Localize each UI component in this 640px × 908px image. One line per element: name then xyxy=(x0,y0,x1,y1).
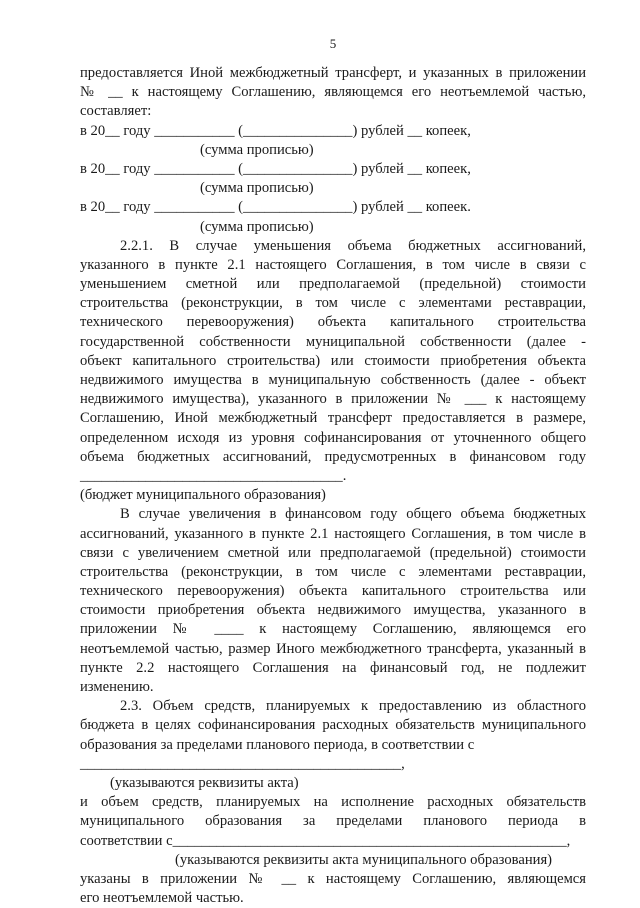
clause-2-3-line: образования за пределами планового периода, в соответствии с xyxy=(80,736,475,753)
increase-clause-line: изменению. xyxy=(80,679,154,695)
act-caption: (указываются реквизиты акта) xyxy=(110,774,299,791)
clause-2-2-1-line: строительства (реконструкции, в том числе с элементами реставрации, xyxy=(80,295,586,312)
year-amount-line: в 20__ году ___________ (_______________) рублей __ копеек. xyxy=(80,199,471,216)
amount-caption: (сумма прописью) xyxy=(200,180,314,197)
clause-2-3-line: муниципального образования за пределами планового периода в xyxy=(80,813,586,830)
clause-2-2-1-line: Соглашению, Иной межбюджетный трансферт предоставляется в размере, xyxy=(80,410,586,427)
amount-caption: (сумма прописью) xyxy=(200,141,314,158)
document-body xyxy=(80,64,586,908)
increase-clause-line: стоимости приобретения объекта недвижимого имущества, указанного в xyxy=(80,602,586,619)
clause-2-2-1-line: объект капитального строительства) или стоимости приобретения объекта xyxy=(80,352,586,369)
clause-2-3-line: 2.3. Объем средств, планируемых к предоставлению из областного xyxy=(120,698,586,715)
increase-clause-line: приложении № ____ к настоящему Соглашению, являющемся его xyxy=(80,621,586,638)
increase-clause-line: неотъемлемой частью, размер Иного межбюджетного трансферта, указанный в xyxy=(80,640,586,657)
clause-2-3-line: бюджета в целях софинансирования расходных обязательств муниципального xyxy=(80,717,586,734)
clause-2-2-1-line: технического перевооружения) объекта капитального строительства xyxy=(80,314,586,331)
budget-caption: (бюджет муниципального образования) xyxy=(80,487,326,504)
clause-2-2-1-line: определенном исходя из уровня софинансирования от уточненного общего xyxy=(80,429,586,446)
clause-2-3-line: указаны в приложении № __ к настоящему Соглашению, являющемся xyxy=(80,870,586,887)
clause-2-3-line: его неотъемлемой частью. xyxy=(80,890,244,907)
increase-clause-line: В случае увеличения в финансовом году общего объема бюджетных xyxy=(120,506,586,523)
clause-2-2-1-line: 2.2.1. В случае уменьшения объема бюджетных ассигнований, xyxy=(120,237,586,254)
increase-clause-line: пункте 2.2 настоящего Соглашения на финансовый год, не подлежит xyxy=(80,659,586,676)
clause-2-2-1-line: указанного в пункте 2.1 настоящего Соглашения, в том числе в связи с xyxy=(80,256,586,273)
increase-clause-line: ассигнований, указанного в пункте 2.1 настоящего Соглашения, в том числе в xyxy=(80,525,586,542)
year-amount-line: в 20__ году ___________ (_______________) рублей __ копеек, xyxy=(80,122,471,139)
clause-2-2-1-line: объема бюджетных ассигнований, предусмотренных в финансовом году xyxy=(80,448,586,465)
municipal-act-caption: (указываются реквизиты акта муниципального образования) xyxy=(175,851,553,868)
budget-blank-line: ____________________________________. xyxy=(80,467,347,484)
year-amount-line: в 20__ году ___________ (_______________) рублей __ копеек, xyxy=(80,160,471,177)
increase-clause-line: технического перевооружения) объекта капитального строительства или xyxy=(80,583,586,600)
increase-clause-line: связи с увеличением сметной или предполагаемой (предельной) стоимости xyxy=(80,544,586,561)
clause-2-2-1-line: недвижимого имущества), указанного в приложении № ___ к настоящему xyxy=(80,391,586,408)
text-line: № __ к настоящему Соглашению, являющемся его неотъемлемой частью, xyxy=(80,84,586,101)
text-line: составляет: xyxy=(80,103,152,120)
increase-clause-line: строительства (реконструкции, в том числе с элементами реставрации, xyxy=(80,563,586,580)
clause-2-3-line: и объем средств, планируемых на исполнение расходных обязательств xyxy=(80,794,586,811)
clause-2-2-1-line: уменьшением сметной или предполагаемой (предельной) стоимости xyxy=(80,276,586,293)
clause-2-2-1-line: недвижимого имущества в муниципальную собственность (далее - объект xyxy=(80,372,586,388)
text-line: предоставляется Иной межбюджетный трансферт, и указанных в приложении xyxy=(80,65,586,81)
municipal-act-blank-line: соответствии с______________________________________________________, xyxy=(80,832,571,849)
document-page xyxy=(80,0,586,905)
amount-caption: (сумма прописью) xyxy=(200,218,314,235)
act-blank-line: ____________________________________________, xyxy=(80,755,405,772)
page-number: 5 xyxy=(329,36,337,51)
clause-2-2-1-line: государственной собственности муниципальной собственности (далее - xyxy=(80,333,586,350)
